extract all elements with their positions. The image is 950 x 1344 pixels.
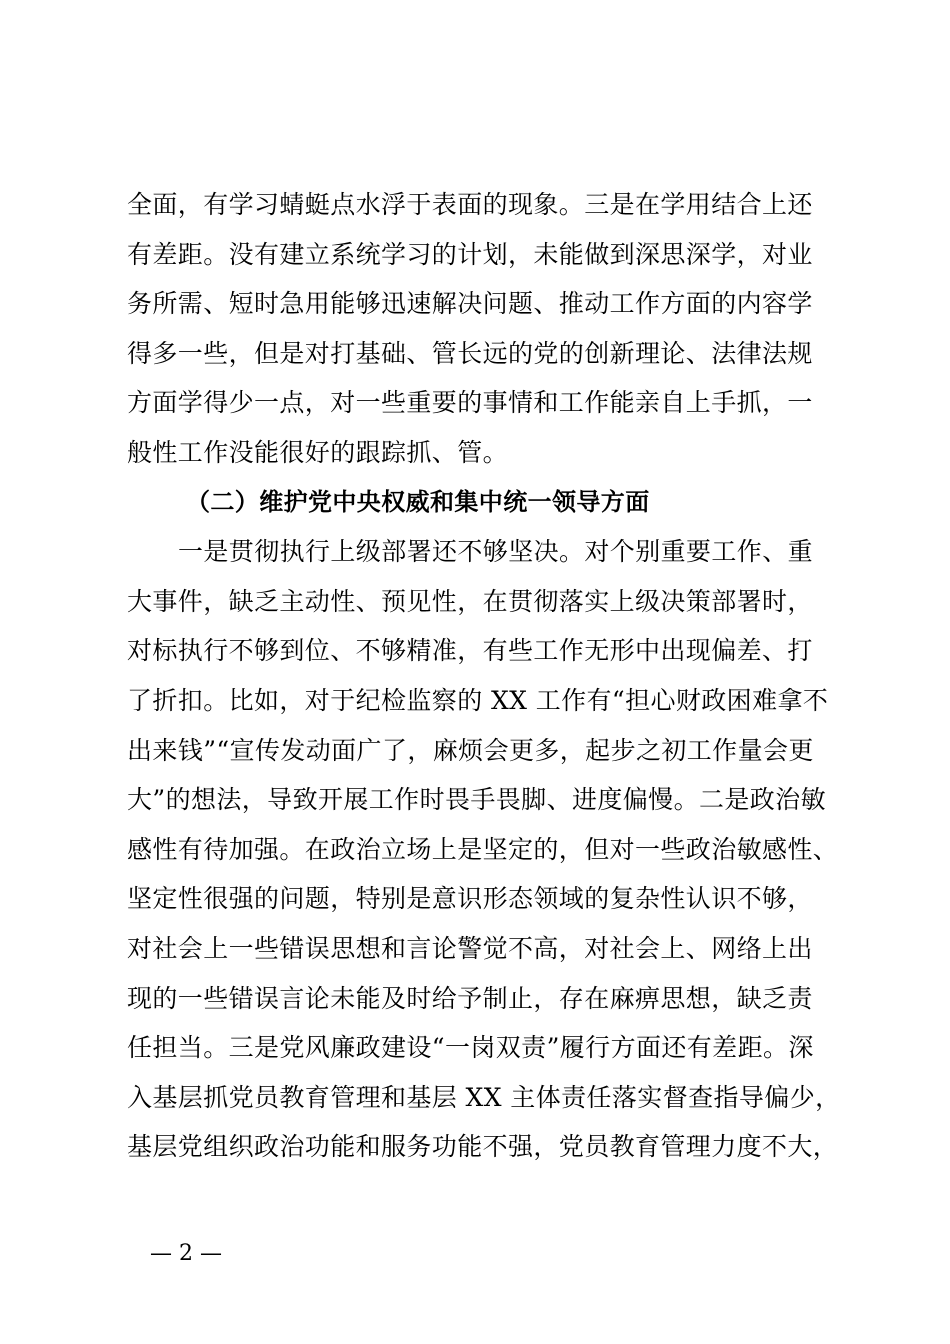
paragraph-line: 现的一些错误言论未能及时给予制止，存在麻痹思想，缺乏责	[127, 983, 813, 1013]
paragraph-line: 对标执行不够到位、不够精准，有些工作无形中出现偏差、打	[127, 636, 813, 666]
paragraph-line: 方面学得少一点，对一些重要的事情和工作能亲自上手抓，一	[127, 388, 813, 418]
body-text	[127, 180, 841, 1172]
paragraph-line: 对社会上一些错误思想和言论警觉不高，对社会上、网络上出	[127, 933, 813, 963]
paragraph-line: 务所需、短时急用能够迅速解决问题、推动工作方面的内容学	[127, 289, 813, 319]
paragraph-line: 大事件，缺乏主动性、预见性，在贯彻落实上级决策部署时，	[127, 586, 813, 616]
page-number: — 2 —	[150, 1241, 222, 1266]
section-heading: （二）维护党中央权威和集中统一领导方面	[186, 487, 650, 516]
paragraph-line: 般性工作没能很好的跟踪抓、管。	[127, 437, 509, 467]
paragraph-line: 出来钱”“宣传发动面广了，麻烦会更多，起步之初工作量会更	[127, 735, 814, 765]
paragraph-line: 入基层抓党员教育管理和基层 XX 主体责任落实督查指导偏少，	[127, 1082, 841, 1112]
paragraph-line: 任担当。三是党风廉政建设“一岗双责”履行方面还有差距。深	[127, 1033, 814, 1063]
paragraph-line: 全面，有学习蜻蜓点水浮于表面的现象。三是在学用结合上还	[127, 190, 813, 219]
paragraph-line: 感性有待加强。在政治立场上是坚定的，但对一些政治敏感性、	[127, 834, 839, 864]
paragraph-line: 一是贯彻执行上级部署还不够坚决。对个别重要工作、重	[178, 537, 814, 567]
paragraph-line: 基层党组织政治功能和服务功能不强，党员教育管理力度不大，	[127, 1132, 839, 1162]
paragraph-line: 了折扣。比如，对于纪检监察的 XX 工作有“担心财政困难拿不	[127, 685, 829, 715]
paragraph-line: 坚定性很强的问题，特别是意识形态领域的复杂性认识不够，	[127, 884, 813, 914]
paragraph-line: 大”的想法，导致开展工作时畏手畏脚、进度偏慢。二是政治敏	[127, 785, 826, 815]
paragraph-line: 有差距。没有建立系统学习的计划，未能做到深思深学，对业	[127, 239, 813, 269]
paragraph-line: 得多一些，但是对打基础、管长远的党的创新理论、法律法规	[127, 338, 813, 368]
